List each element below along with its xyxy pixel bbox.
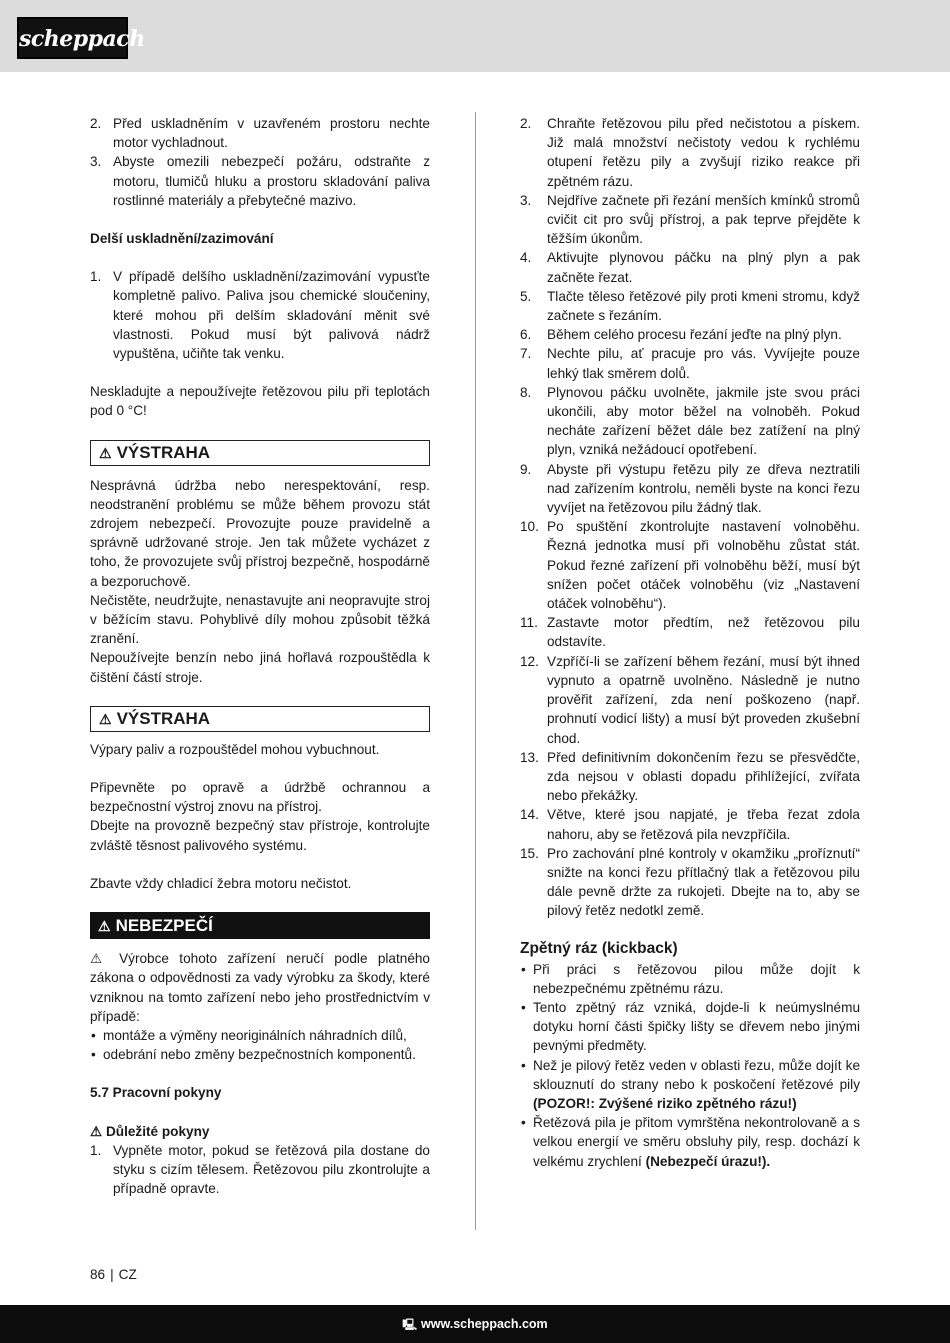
right-column [520, 114, 860, 1171]
list-item: • montáže a výměny neoriginálních náhradních dílů, [90, 1026, 430, 1045]
danger-paragraph: ⚠ Výrobce tohoto zařízení neručí podle platného zákona o odpovědnosti za vady výrobku za škody, které vzniknou na tomto zařízení nebo jeho prostřednictvím v případě: [90, 951, 430, 1024]
list-item: 7. Nechte pilu, ať pracuje pro vás. Vyvíjejte pouze lehký tlak směrem dolů. [520, 346, 860, 381]
warning-triangle-icon: ⚠ [90, 1123, 106, 1139]
danger-box: ⚠ NEBEZPEČÍ [90, 912, 430, 939]
maintenance-paragraph: Dbejte na provozně bezpečný stav přístroje, kontrolujte zvláště těsnost palivového systému. [90, 818, 430, 853]
page-number: 86 | CZ [90, 1267, 137, 1282]
warning-paragraph: Nečistěte, neudržujte, nenastavujte ani neopravujte stroj v běžícím stavu. Pohyblivé díly mohou způsobit těžká zranění. [90, 592, 430, 647]
warning-box: ⚠ VÝSTRAHA [90, 706, 430, 732]
warning-paragraph: Výpary paliv a rozpouštědel mohou vybuchnout. [90, 741, 380, 757]
warning-box: ⚠ VÝSTRAHA [90, 440, 430, 466]
important-heading: ⚠ Důležité pokyny [90, 1123, 210, 1139]
storage-heading: Delší uskladnění/zazimování [90, 231, 274, 247]
warning-triangle-icon: ⚠ [99, 444, 112, 461]
list-item: 3. Abyste omezili nebezpečí požáru, odstraňte z motoru, tlumičů hluku a prostoru skladování paliva rostlinné materiály a přebytečné mazivo. [90, 154, 430, 208]
list-item: 3. Nejdříve začnete při řezání menších kmínků stromů cvičit cit pro svůj přístroj, a pak teprve přejděte k těžším úkonům. [520, 192, 860, 247]
list-item: 2. Chraňte řetězovou pilu před nečistotou a pískem. Již malá množství nečistoty vedou k rychlému otupení řetězu pily a zvyšují riziko reakce při zpětném rázu. [520, 116, 860, 189]
section-heading: 5.7 Pracovní pokyny [90, 1085, 222, 1101]
important-list [90, 1141, 430, 1199]
list-item: 2. Před uskladněním v uzavřeném prostoru nechte motor vychladnout. [90, 116, 430, 151]
kickback-heading: Zpětný ráz (kickback) [520, 939, 678, 957]
maintenance-paragraph: Připevněte po opravě a údržbě ochrannou a bezpečnostní výstroj znovu na přístroj. [90, 780, 430, 815]
column-divider [475, 112, 476, 1230]
storage-list [90, 267, 430, 363]
list-item: • odebrání nebo změny bezpečnostních komponentů. [90, 1045, 430, 1064]
warning-paragraph: Nesprávná údržba nebo nerespektování, resp. neodstranění problému se může během provozu stát zdrojem nebezpečí. Provozujte pouze pravidelně a správně udržované stroje. Jen tak můžete vycházet z toho, že provozujete svůj přístroj bezpečně, hospodárně a bezporuchově. [90, 477, 430, 589]
list-item: 8. Plynovou páčku uvolněte, jakmile jste svou práci ukončili, aby motor běžel na volnoběh. Pokud necháte zařízení běžet dále bez zatížení na plný plyn, vzniká nežádoucí opotřebení. [520, 384, 860, 458]
warning-paragraph: Nepoužívejte benzín nebo jiná hořlavá rozpouštědla k čištění částí stroje. [90, 650, 430, 685]
danger-triangle-icon: ⚠ [98, 918, 111, 935]
list-item: 10. Po spuštění zkontrolujte nastavení volnoběhu. Řezná jednotka musí při volnoběhu zůstat stát. Pokud řezné zařízení při volnoběhu běží, musí být snížen počet otáček volnoběhu (viz „Nastavení otáček volnoběhu“). [520, 519, 860, 612]
intro-list [90, 114, 430, 210]
list-item: 11. Zastavte motor předtím, než řetězovou pilu odstavíte. [520, 615, 860, 650]
danger-list [90, 1026, 430, 1064]
cooling-note: Zbavte vždy chladicí žebra motoru nečistot. [90, 875, 352, 891]
list-item: • Tento zpětný ráz vzniká, dojde-li k neúmyslnému dotyku horní části špičky lišty se dřevem nebo jinými pevnými předměty. [520, 998, 860, 1056]
brand-logo: scheppach [17, 17, 128, 59]
list-item: 14. Větve, které jsou napjaté, je třeba řezat zdola nahoru, aby se řetězová pila nevzpříčila. [520, 807, 860, 842]
website-link[interactable]: www.scheppach.com [421, 1317, 548, 1331]
storage-note: Neskladujte a nepoužívejte řetězovou pilu při teplotách pod 0 °C! [90, 384, 430, 419]
instructions-list [520, 114, 860, 921]
list-item: 15. Pro zachování plné kontroly v okamžiku „proříznutí“ snižte na konci řezu přítlačný tlak a řetězovou pilu dále pevně držte za rukojeti. Dbejte na to, aby se pilový řetěz nedotkl země. [520, 845, 860, 919]
list-item: 6. Během celého procesu řezání jeďte na plný plyn. [520, 327, 842, 343]
list-item: 12. Vzpříčí-li se zařízení během řezání, musí být ihned vypnuto a opatrně uvolněno. Následně je nutno prověřit zařízení, zda není poškozeno (např. prohnutí vodicí lišty) a musí být proveden zkušební chod. [520, 653, 860, 746]
warning-triangle-icon: ⚠ [90, 951, 120, 967]
list-item: • Při práci s řetězovou pilou může dojít k nebezpečnému zpětnému rázu. [520, 960, 860, 998]
list-item: • Řetězová pila je přitom vymrštěna nekontrolovaně a s velkou energií ve směru obsluhy pily, resp. dochází k velkému zrychlení (Nebezpečí úrazu!). [520, 1113, 860, 1171]
list-item: 13. Před definitivním dokončením řezu se přesvědčte, zda nejsou v oblasti dopadu přihlížející, zvířata nebo překážky. [520, 749, 860, 804]
list-item: 4. Aktivujte plynovou páčku na plný plyn a pak začněte řezat. [520, 250, 860, 285]
left-column [90, 114, 430, 1198]
list-item: 1. Vypněte motor, pokud se řetězová pila dostane do styku s cizím tělesem. Řetězovou pilu zkontrolujte a případně opravte. [90, 1142, 430, 1197]
computer-icon: 🖳 [402, 1319, 418, 1331]
list-item: • Než je pilový řetěz veden v oblasti řezu, může dojít ke sklouznutí do strany nebo k poskočení řetězové pily (POZOR!: Zvýšené riziko zpětného rázu!) [520, 1056, 860, 1114]
kickback-list [520, 960, 860, 1171]
footer-band [0, 1305, 950, 1343]
warning-triangle-icon: ⚠ [99, 710, 112, 727]
list-item: 5. Tlačte těleso řetězové pily proti kmeni stromu, když začnete s řezáním. [520, 288, 860, 324]
list-item: 9. Abyste při výstupu řetězu pily ze dřeva neztratili nad zařízením kontrolu, neměli byste na konci řezu vyvíjet na řetězovou pilu žádný tlak. [520, 461, 860, 516]
header-band [0, 0, 950, 72]
list-item: 1. V případě delšího uskladnění/zazimování vypusťte kompletně palivo. Paliva jsou chemické sloučeniny, které mohou při delším skladování měnit své vlastnosti. Pokud musí být palivová nádrž vypuštěna, učiňte tak venku. [90, 269, 430, 362]
